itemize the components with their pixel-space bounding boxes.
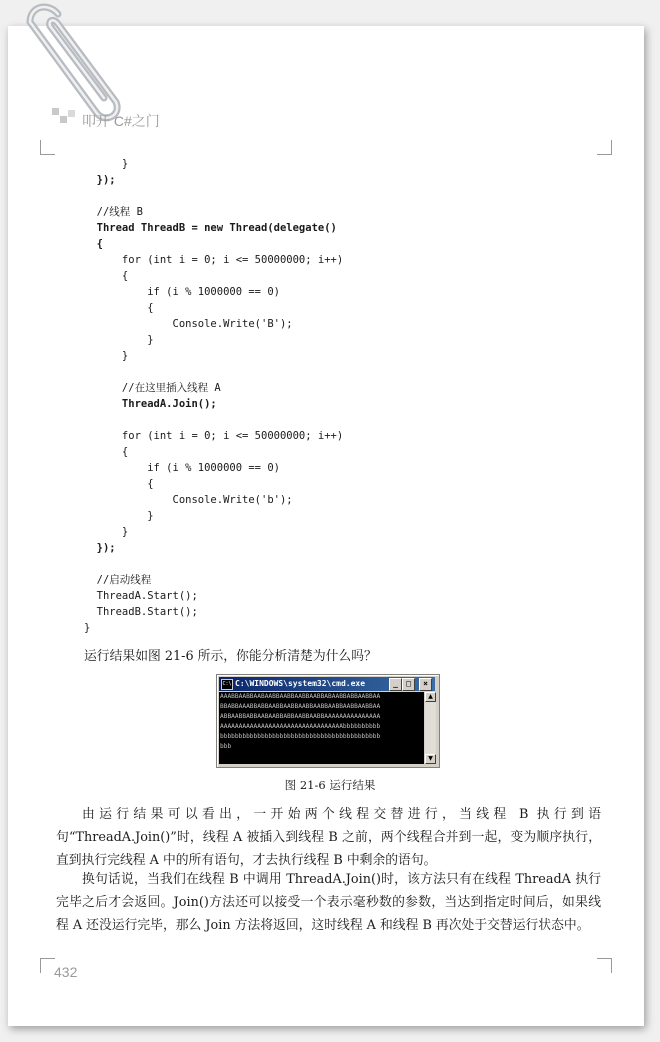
body-paragraph-1: 由运行结果可以看出，一开始两个线程交替进行，当线程 B 执行到语句“ThreadA.Join()”时，线程 A 被插入到线程 B 之前，两个线程合并到一起，变为顺序执行，直到执行完线程 A 中的所有语句，才去执行线程 B 中剩余的语句。: [56, 807, 601, 868]
code-line: }: [84, 510, 154, 522]
code-line: }: [84, 350, 129, 362]
code-line: [84, 556, 343, 572]
console-output-line: bbb: [220, 743, 232, 750]
header-square-icon: [52, 108, 59, 115]
code-line: {: [84, 478, 154, 490]
code-line: for (int i = 0; i <= 50000000; i++): [84, 430, 344, 442]
code-line: }: [84, 526, 129, 538]
maximize-button[interactable]: □: [402, 678, 415, 691]
code-line: for (int i = 0; i <= 50000000; i++): [84, 254, 344, 266]
header-square-icon: [68, 110, 75, 117]
page-number: 432: [54, 964, 78, 980]
scroll-up-icon[interactable]: ▲: [425, 692, 436, 702]
code-line: ThreadA.Join();: [84, 398, 217, 410]
scroll-down-icon[interactable]: ▼: [425, 754, 436, 764]
code-line: [84, 364, 343, 380]
code-line: //线程 B: [84, 206, 143, 218]
console-title-bar: [219, 677, 435, 691]
console-output-line: bbbbbbbbbbbbbbbbbbbbbbbbbbbbbbbbbbbbbbbbbbb: [220, 733, 381, 740]
header-square-icon: [60, 116, 67, 123]
console-window: [216, 674, 440, 768]
code-line: {: [84, 302, 154, 314]
console-output-line: ABBAABBABBAABAABBABBAABBAABBAAAAAAAAAAAAAAA: [220, 713, 381, 720]
close-button[interactable]: ×: [419, 678, 432, 691]
code-line: //启动线程: [84, 574, 152, 586]
code-listing: [84, 156, 343, 636]
code-line: });: [84, 542, 116, 554]
body-paragraph-2: 换句话说，当我们在线程 B 中调用 ThreadA.Join()时，该方法只有在线程 ThreadA 执行完毕之后才会返回。Join()方法还可以接受一个表示毫秒数的参数，当达到指定时间后，如果线程 A 还没运行完毕，那么 Join 方法将返回，这时线程 A 和线程 B 再次处于交替运行状态中。: [56, 872, 601, 933]
console-output-line: BBABBAAABBABBAABBAABBAABBAABBAABBAABBAABBAA: [220, 703, 381, 710]
code-line: ThreadB.Start();: [84, 606, 198, 618]
code-line: Console.Write('B');: [84, 318, 293, 330]
console-scrollbar[interactable]: [425, 692, 436, 764]
intro-sentence: 运行结果如图 21-6 所示，你能分析清楚为什么吗？: [84, 649, 377, 664]
paperclip-icon: [18, 0, 128, 125]
console-output-line: AAAAAAAAAAAAAAAAAAAAAAAAAAAAAAAAAbbbbbbbbbb: [220, 723, 381, 730]
code-line: [84, 412, 343, 428]
crop-mark-top-left: [40, 140, 55, 155]
crop-mark-bottom-left: [40, 958, 55, 973]
code-line: Console.Write('b');: [84, 494, 293, 506]
code-line: if (i % 1000000 == 0): [84, 462, 280, 474]
code-line: if (i % 1000000 == 0): [84, 286, 280, 298]
code-line: {: [84, 270, 129, 282]
console-title: C:\WINDOWS\system32\cmd.exe: [235, 679, 366, 688]
console-output-line: AAABBAABBAABAABBAABBAABBAABBABAABBABBAABBAA: [220, 693, 381, 700]
header-title: 叩开 C#之门: [82, 113, 160, 129]
console-output: [219, 692, 424, 764]
running-header: [52, 108, 592, 134]
crop-mark-bottom-right: [597, 958, 612, 973]
code-line: [84, 188, 343, 204]
figure-caption: 图 21-6 运行结果: [284, 778, 376, 792]
crop-mark-top-right: [597, 140, 612, 155]
code-line: Thread ThreadB = new Thread(delegate(): [84, 222, 337, 234]
console-app-icon: C:\: [221, 679, 233, 690]
code-line: }: [84, 622, 91, 634]
code-line: }: [84, 158, 129, 170]
code-line: //在这里插入线程 A: [84, 382, 221, 394]
code-line: }: [84, 334, 154, 346]
code-line: {: [84, 238, 103, 250]
code-line: {: [84, 446, 129, 458]
code-line: ThreadA.Start();: [84, 590, 198, 602]
code-line: });: [84, 174, 116, 186]
minimize-button[interactable]: _: [389, 678, 402, 691]
